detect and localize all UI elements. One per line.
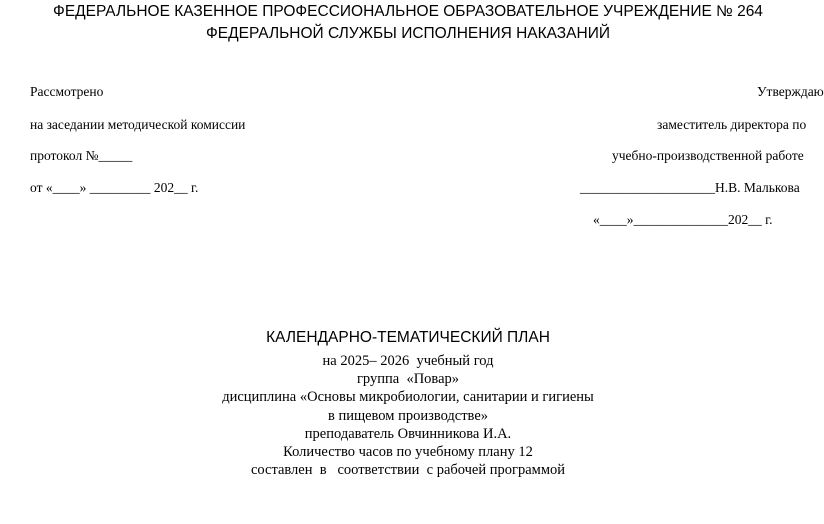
hours-count: Количество часов по учебному плану 12 <box>283 444 533 461</box>
deputy-director-label: заместитель директора по <box>657 117 807 132</box>
discipline-line1: дисциплина «Основы микробиологии, санитарии и гигиены <box>222 389 594 406</box>
approval-date: «____»______________202__ г. <box>593 212 773 227</box>
production-work-label: учебно-производственной работе <box>612 148 804 163</box>
director-signature: ____________________Н.В. Малькова <box>580 180 800 195</box>
protocol-number: протокол №_____ <box>30 148 133 163</box>
reviewed-label: Рассмотрено <box>30 84 104 99</box>
approved-label: Утверждаю <box>757 84 824 99</box>
plan-title: КАЛЕНДАРНО-ТЕМАТИЧЕСКИЙ ПЛАН <box>266 329 550 346</box>
group-name: группа «Повар» <box>356 371 460 388</box>
review-date: от «____» _________ 202__ г. <box>30 180 199 195</box>
teacher-name: преподаватель Овчинникова И.А. <box>304 425 512 442</box>
institution-name-line1: ФЕДЕРАЛЬНОЕ КАЗЕННОЕ ПРОФЕССИОНАЛЬНОЕ ОБРАЗОВАТЕЛЬНОЕ УЧРЕЖДЕНИЕ № 264 <box>53 3 763 20</box>
compiled-note: составлен в соответствии с рабочей программой <box>250 462 566 479</box>
methodical-commission-label: на заседании методической комиссии <box>30 117 246 132</box>
academic-year: на 2025– 2026 учебный год <box>322 353 494 369</box>
institution-name-line2: ФЕДЕРАЛЬНОЙ СЛУЖБЫ ИСПОЛНЕНИЯ НАКАЗАНИЙ <box>206 25 610 42</box>
discipline-line2: в пищевом производстве» <box>327 407 489 424</box>
plan-details <box>0 352 816 479</box>
